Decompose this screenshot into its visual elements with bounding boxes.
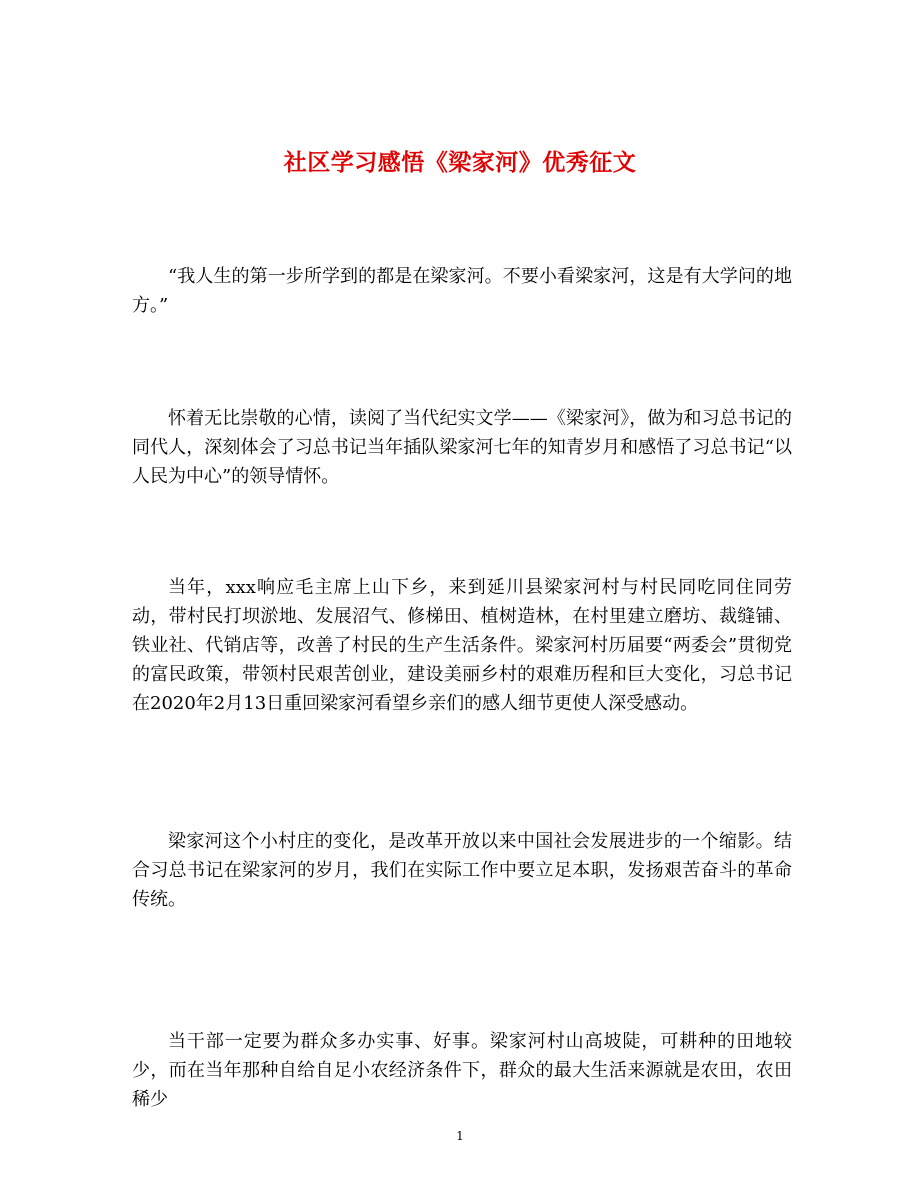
- paragraph-cadre: 当干部一定要为群众多办实事、好事。梁家河村山高坡陡，可耕种的田地较少，而在当年那种自给自足小农经济条件下，群众的最大生活来源就是农田，农田稀少: [132, 1031, 792, 1110]
- document-title: 社区学习感悟《梁家河》优秀征文: [283, 149, 637, 176]
- page-number: 1: [456, 1129, 464, 1143]
- paragraph-reform: 梁家河这个小村庄的变化，是改革开放以来中国社会发展进步的一个缩影。结合习总书记在梁家河的岁月，我们在实际工作中要立足本职，发扬艰苦奋斗的革命传统。: [132, 831, 792, 910]
- paragraph-reading: 怀着无比崇敬的心情，读阅了当代纪实文学——《梁家河》，做为和习总书记的同代人，深刻体会了习总书记当年插队梁家河七年的知青岁月和感悟了习总书记“以人民为中心”的领导情怀。: [132, 408, 792, 487]
- paragraph-quote: “我人生的第一步所学到的都是在梁家河。不要小看梁家河，这是有大学问的地方。”: [132, 266, 792, 316]
- paragraph-history: 当年，xxx响应毛主席上山下乡，来到延川县梁家河村与村民同吃同住同劳动，带村民打坝淤地、发展沼气、修梯田、植树造林，在村里建立磨坊、裁缝铺、铁业社、代销店等，改善了村民的生产生活条件。梁家河村历届要“两委会”贯彻党的富民政策，带领村民艰苦创业，建设美丽乡村的艰难历程和巨大变化，习总书记在2020年2月13日重回梁家河看望乡亲们的感人细节更使人深受感动。: [132, 577, 792, 714]
